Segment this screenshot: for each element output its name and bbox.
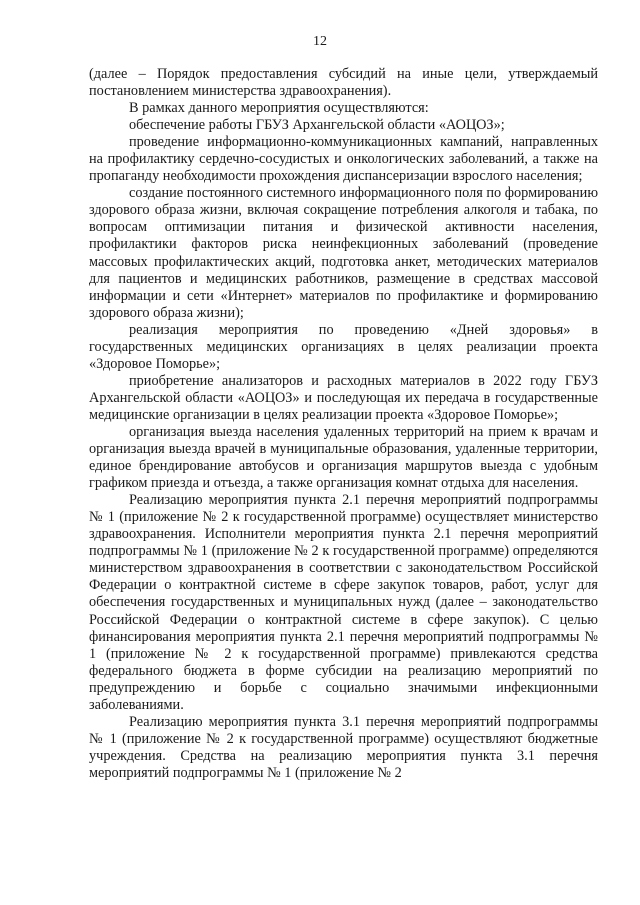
paragraph-aocoz-operation: обеспечение работы ГБУЗ Архангельской области «АОЦОЗ»; (129, 117, 505, 134)
document-body (89, 66, 598, 782)
paragraph-remote-visits: организация выезда населения удаленных территорий на прием к врачам и организация выезда врачей в муниципальные образования, удаленные территории, единое брендирование автобусов и организация маршрутов выезда с удобным графиком приезда и отъезда, а также организация комнат отдыха для населения. (89, 423, 598, 492)
paragraph-continuation: (далее – Порядок предоставления субсидий на иные цели, утверждаемый постановлением министерства здравоохранения). (89, 66, 598, 100)
paragraph-item-3-1: Реализацию мероприятия пункта 3.1 перечня мероприятий подпрограммы № 1 (приложение № 2 к государственной программе) осуществляют бюджетные учреждения. Средства на реализацию мероприятия пункта 3.1 перечня мероприятий подпрограммы № 1 (приложение № 2 (89, 713, 598, 781)
paragraph-activities-intro: В рамках данного мероприятия осуществляются: (129, 100, 429, 117)
paragraph-item-2-1: Реализацию мероприятия пункта 2.1 перечня мероприятий подпрограммы № 1 (приложение № 2 к государственной программе) осуществляет министерство здравоохранения. Исполнители мероприятия пункта 2.1 перечня мероприятий подпрограммы № 1 (приложение № 2 к государственной программе) определяются министерством здравоохранения в соответствии с законодательством Российской Федерации о контрактной системе в сфере закупок товаров, работ, услуг для обеспечения государственных и муниципальных нужд (далее – законодательство Российской Федерации о контрактной системе в сфере закупок). С целью финансирования мероприятия пункта 2.1 перечня мероприятий подпрограммы № 1 (приложение № 2 к государственной программе) привлекаются средства федерального бюджета в форме субсидии на реализацию мероприятий по предупреждению и борьбе с социально значимыми инфекционными заболеваниями. (89, 492, 598, 713)
paragraph-info-campaigns: проведение информационно-коммуникационных кампаний, направленных на профилактику сердечно-сосудистых и онкологических заболеваний, а также на пропаганду необходимости прохождения диспансеризации взрослого населения; (89, 134, 598, 185)
paragraph-analyzers-purchase: приобретение анализаторов и расходных материалов в 2022 году ГБУЗ Архангельской области «АОЦОЗ» и последующая их передача в государственные медицинские организации в целях реализации проекта «Здоровое Поморье»; (89, 372, 598, 423)
paragraph-info-field: создание постоянного системного информационного поля по формированию здорового образа жизни, включая сокращение потребления алкоголя и табака, по вопросам оптимизации питания и физической активности населения, профилактики факторов риска неинфекционных заболеваний (проведение массовых профилактических акций, подготовка анкет, методических материалов для пациентов и медицинских работников, размещение в средствах массовой информации и сети «Интернет» материалов по профилактике и формированию здорового образа жизни); (89, 185, 599, 321)
paragraph-health-days: реализация мероприятия по проведению «Дней здоровья» в государственных медицинских организациях в целях реализации проекта «Здоровое Поморье»; (89, 321, 598, 372)
page-number: 12 (313, 34, 327, 49)
